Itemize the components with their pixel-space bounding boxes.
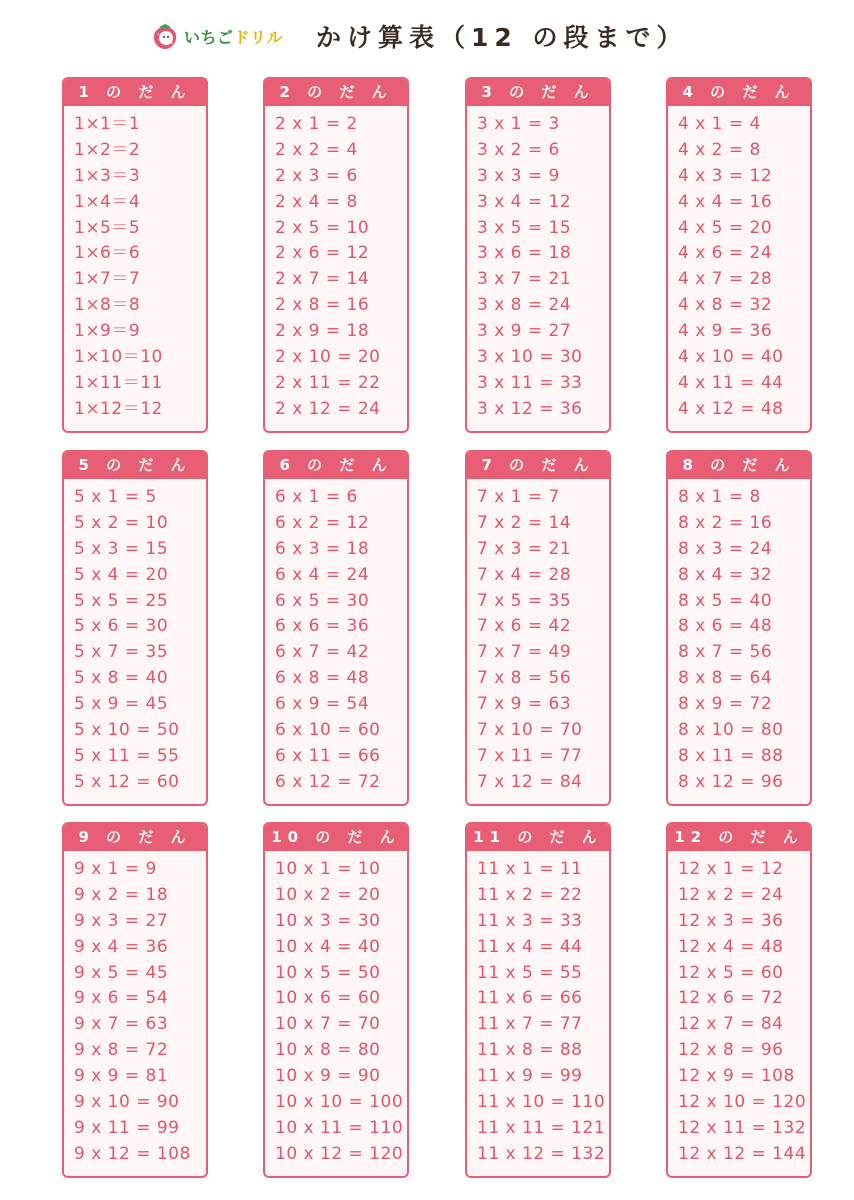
equation-row: 11 x 12 = 132 <box>477 1143 606 1164</box>
equation-row: 4 x 11 = 44 <box>678 372 784 393</box>
equation-list <box>668 106 810 423</box>
equation-row: 8 x 3 = 24 <box>678 538 773 559</box>
times-table-card <box>62 450 208 806</box>
equation-row: 2 x 1 = 2 <box>275 114 358 134</box>
equation-row: 5 x 10 = 50 <box>74 720 180 741</box>
equation-row: 1×6＝6 <box>74 243 141 264</box>
equation-row: 5 x 7 = 35 <box>74 642 169 663</box>
equation-row: 3 x 3 = 9 <box>477 165 560 186</box>
equation-row: 7 x 2 = 14 <box>477 512 572 533</box>
equation-row: 6 x 3 = 18 <box>275 538 370 559</box>
card-heading: 7 の だ ん <box>467 452 609 479</box>
equation-row: 9 x 8 = 72 <box>74 1040 169 1061</box>
strawberry-icon <box>150 21 180 51</box>
equation-list <box>668 851 810 1168</box>
equation-row: 12 x 12 = 144 <box>678 1143 807 1164</box>
equation-row: 12 x 6 = 72 <box>678 988 784 1009</box>
equation-row: 10 x 6 = 60 <box>275 988 381 1009</box>
equation-row: 5 x 4 = 20 <box>74 564 169 585</box>
equation-row: 5 x 12 = 60 <box>74 771 180 792</box>
equation-row: 12 x 10 = 120 <box>678 1092 807 1113</box>
equation-row: 7 x 11 = 77 <box>477 745 583 766</box>
times-table-card <box>666 450 812 806</box>
equation-row: 3 x 2 = 6 <box>477 139 560 160</box>
equation-row: 1×8＝8 <box>74 295 141 316</box>
equation-row: 7 x 7 = 49 <box>477 642 572 663</box>
equation-row: 11 x 8 = 88 <box>477 1040 583 1061</box>
equation-row: 3 x 4 = 12 <box>477 191 572 212</box>
equation-row: 11 x 4 = 44 <box>477 936 583 957</box>
equation-row: 4 x 3 = 12 <box>678 165 773 186</box>
equation-row: 4 x 9 = 36 <box>678 321 773 342</box>
equation-row: 7 x 1 = 7 <box>477 487 560 507</box>
equation-row: 2 x 8 = 16 <box>275 295 370 316</box>
equation-row: 12 x 4 = 48 <box>678 936 784 957</box>
equation-row: 6 x 12 = 72 <box>275 771 381 792</box>
equation-row: 3 x 9 = 27 <box>477 321 572 342</box>
equation-row: 3 x 8 = 24 <box>477 295 572 316</box>
times-table-card <box>263 77 409 433</box>
equation-list <box>64 479 206 796</box>
card-heading: 3 の だ ん <box>467 79 609 106</box>
equation-row: 10 x 7 = 70 <box>275 1014 381 1035</box>
equation-row: 6 x 6 = 36 <box>275 616 370 637</box>
equation-row: 3 x 12 = 36 <box>477 398 583 419</box>
equation-row: 10 x 4 = 40 <box>275 936 381 957</box>
times-table-card <box>62 822 208 1178</box>
logo-text-part1: いちご <box>184 27 234 47</box>
equation-row: 4 x 4 = 16 <box>678 191 773 212</box>
equation-row: 1×12＝12 <box>74 398 163 419</box>
equation-row: 8 x 8 = 64 <box>678 668 773 689</box>
equation-row: 9 x 6 = 54 <box>74 988 169 1009</box>
card-heading: 6 の だ ん <box>265 452 407 479</box>
equation-row: 4 x 1 = 4 <box>678 114 761 134</box>
equation-row: 1×1＝1 <box>74 114 141 134</box>
logo-text-part2: ドリル <box>233 27 284 47</box>
equation-row: 2 x 6 = 12 <box>275 243 370 264</box>
equation-row: 12 x 3 = 36 <box>678 910 784 931</box>
equation-row: 6 x 11 = 66 <box>275 745 381 766</box>
equation-row: 3 x 5 = 15 <box>477 217 572 238</box>
equation-row: 8 x 12 = 96 <box>678 771 784 792</box>
equation-row: 9 x 10 = 90 <box>74 1092 180 1113</box>
equation-row: 2 x 12 = 24 <box>275 398 381 419</box>
equation-row: 10 x 9 = 90 <box>275 1066 381 1087</box>
equation-row: 9 x 9 = 81 <box>74 1066 169 1087</box>
equation-row: 10 x 1 = 10 <box>275 859 381 879</box>
equation-row: 7 x 8 = 56 <box>477 668 572 689</box>
equation-row: 5 x 11 = 55 <box>74 745 180 766</box>
equation-row: 5 x 9 = 45 <box>74 694 169 715</box>
equation-row: 7 x 6 = 42 <box>477 616 572 637</box>
equation-row: 12 x 5 = 60 <box>678 962 784 983</box>
equation-row: 6 x 2 = 12 <box>275 512 370 533</box>
equation-row: 12 x 1 = 12 <box>678 859 784 879</box>
equation-row: 8 x 5 = 40 <box>678 590 773 611</box>
equation-row: 10 x 2 = 20 <box>275 884 381 905</box>
logo-text <box>184 25 283 48</box>
equation-row: 1×2＝2 <box>74 139 141 160</box>
equation-row: 2 x 4 = 8 <box>275 191 358 212</box>
equation-row: 4 x 5 = 20 <box>678 217 773 238</box>
equation-row: 9 x 3 = 27 <box>74 910 169 931</box>
equation-row: 10 x 8 = 80 <box>275 1040 381 1061</box>
times-table-card <box>263 822 409 1178</box>
equation-row: 12 x 11 = 132 <box>678 1117 807 1138</box>
equation-row: 2 x 7 = 14 <box>275 269 370 290</box>
equation-row: 5 x 3 = 15 <box>74 538 169 559</box>
equation-row: 10 x 11 = 110 <box>275 1117 404 1138</box>
equation-row: 12 x 9 = 108 <box>678 1066 795 1087</box>
equation-row: 5 x 1 = 5 <box>74 487 157 507</box>
equation-row: 7 x 5 = 35 <box>477 590 572 611</box>
equation-row: 5 x 8 = 40 <box>74 668 169 689</box>
card-heading: 10 の だ ん <box>265 824 407 851</box>
equation-row: 7 x 12 = 84 <box>477 771 583 792</box>
equation-row: 3 x 7 = 21 <box>477 269 572 290</box>
equation-row: 9 x 11 = 99 <box>74 1117 180 1138</box>
equation-row: 10 x 12 = 120 <box>275 1143 404 1164</box>
equation-row: 3 x 1 = 3 <box>477 114 560 134</box>
site-logo[interactable] <box>150 20 283 52</box>
equation-list <box>265 479 407 796</box>
equation-row: 6 x 10 = 60 <box>275 720 381 741</box>
equation-list <box>467 851 609 1168</box>
times-table-card <box>62 77 208 433</box>
equation-row: 2 x 11 = 22 <box>275 372 381 393</box>
card-heading: 1 の だ ん <box>64 79 206 106</box>
equation-row: 9 x 12 = 108 <box>74 1143 191 1164</box>
times-table-card <box>465 77 611 433</box>
equation-row: 7 x 9 = 63 <box>477 694 572 715</box>
equation-list <box>64 106 206 423</box>
equation-list <box>265 851 407 1168</box>
equation-row: 3 x 11 = 33 <box>477 372 583 393</box>
times-table-card <box>465 450 611 806</box>
equation-row: 12 x 2 = 24 <box>678 884 784 905</box>
equation-row: 11 x 1 = 11 <box>477 859 583 879</box>
equation-row: 8 x 4 = 32 <box>678 564 773 585</box>
page-title: かけ算表（12 の段まで） <box>316 23 688 52</box>
equation-list <box>668 479 810 796</box>
equation-list <box>64 851 206 1168</box>
card-heading: 11 の だ ん <box>467 824 609 851</box>
equation-row: 4 x 8 = 32 <box>678 295 773 316</box>
equation-row: 4 x 7 = 28 <box>678 269 773 290</box>
equation-row: 4 x 12 = 48 <box>678 398 784 419</box>
equation-row: 8 x 6 = 48 <box>678 616 773 637</box>
equation-row: 5 x 5 = 25 <box>74 590 169 611</box>
equation-row: 8 x 1 = 8 <box>678 487 761 507</box>
equation-row: 9 x 4 = 36 <box>74 936 169 957</box>
equation-row: 11 x 10 = 110 <box>477 1092 606 1113</box>
equation-row: 11 x 9 = 99 <box>477 1066 583 1087</box>
equation-row: 8 x 2 = 16 <box>678 512 773 533</box>
equation-row: 11 x 5 = 55 <box>477 962 583 983</box>
equation-row: 9 x 7 = 63 <box>74 1014 169 1035</box>
equation-row: 12 x 7 = 84 <box>678 1014 784 1035</box>
equation-row: 7 x 4 = 28 <box>477 564 572 585</box>
equation-row: 8 x 7 = 56 <box>678 642 773 663</box>
equation-row: 7 x 3 = 21 <box>477 538 572 559</box>
equation-row: 2 x 9 = 18 <box>275 321 370 342</box>
equation-row: 6 x 1 = 6 <box>275 487 358 507</box>
equation-row: 11 x 7 = 77 <box>477 1014 583 1035</box>
equation-row: 6 x 9 = 54 <box>275 694 370 715</box>
equation-row: 6 x 4 = 24 <box>275 564 370 585</box>
equation-row: 11 x 3 = 33 <box>477 910 583 931</box>
equation-row: 2 x 2 = 4 <box>275 139 358 160</box>
equation-row: 10 x 3 = 30 <box>275 910 381 931</box>
equation-row: 6 x 5 = 30 <box>275 590 370 611</box>
equation-row: 1×4＝4 <box>74 191 141 212</box>
equation-row: 7 x 10 = 70 <box>477 720 583 741</box>
equation-row: 8 x 11 = 88 <box>678 745 784 766</box>
equation-row: 9 x 5 = 45 <box>74 962 169 983</box>
equation-row: 4 x 6 = 24 <box>678 243 773 264</box>
equation-row: 1×9＝9 <box>74 321 141 342</box>
header <box>0 14 854 58</box>
equation-row: 6 x 8 = 48 <box>275 668 370 689</box>
equation-row: 1×5＝5 <box>74 217 141 238</box>
equation-row: 6 x 7 = 42 <box>275 642 370 663</box>
equation-row: 1×11＝11 <box>74 372 163 393</box>
card-heading: 12 の だ ん <box>668 824 810 851</box>
equation-row: 9 x 2 = 18 <box>74 884 169 905</box>
equation-row: 1×3＝3 <box>74 165 141 186</box>
equation-list <box>467 106 609 423</box>
equation-row: 3 x 10 = 30 <box>477 347 583 368</box>
times-table-card <box>666 822 812 1178</box>
equation-row: 1×10＝10 <box>74 347 163 368</box>
equation-row: 3 x 6 = 18 <box>477 243 572 264</box>
equation-row: 8 x 9 = 72 <box>678 694 773 715</box>
card-heading: 8 の だ ん <box>668 452 810 479</box>
equation-row: 2 x 10 = 20 <box>275 347 381 368</box>
equation-row: 4 x 10 = 40 <box>678 347 784 368</box>
equation-row: 11 x 2 = 22 <box>477 884 583 905</box>
card-heading: 9 の だ ん <box>64 824 206 851</box>
equation-row: 10 x 10 = 100 <box>275 1092 404 1113</box>
equation-row: 9 x 1 = 9 <box>74 859 157 879</box>
equation-row: 5 x 2 = 10 <box>74 512 169 533</box>
equation-row: 4 x 2 = 8 <box>678 139 761 160</box>
equation-row: 11 x 11 = 121 <box>477 1117 606 1138</box>
equation-row: 2 x 3 = 6 <box>275 165 358 186</box>
equation-row: 8 x 10 = 80 <box>678 720 784 741</box>
times-table-card <box>666 77 812 433</box>
times-table-card <box>263 450 409 806</box>
equation-list <box>265 106 407 423</box>
equation-row: 11 x 6 = 66 <box>477 988 583 1009</box>
card-heading: 4 の だ ん <box>668 79 810 106</box>
card-heading: 2 の だ ん <box>265 79 407 106</box>
equation-row: 10 x 5 = 50 <box>275 962 381 983</box>
times-table-card <box>465 822 611 1178</box>
equation-row: 1×7＝7 <box>74 269 141 290</box>
equation-row: 5 x 6 = 30 <box>74 616 169 637</box>
equation-row: 12 x 8 = 96 <box>678 1040 784 1061</box>
card-heading: 5 の だ ん <box>64 452 206 479</box>
equation-row: 2 x 5 = 10 <box>275 217 370 238</box>
equation-list <box>467 479 609 796</box>
